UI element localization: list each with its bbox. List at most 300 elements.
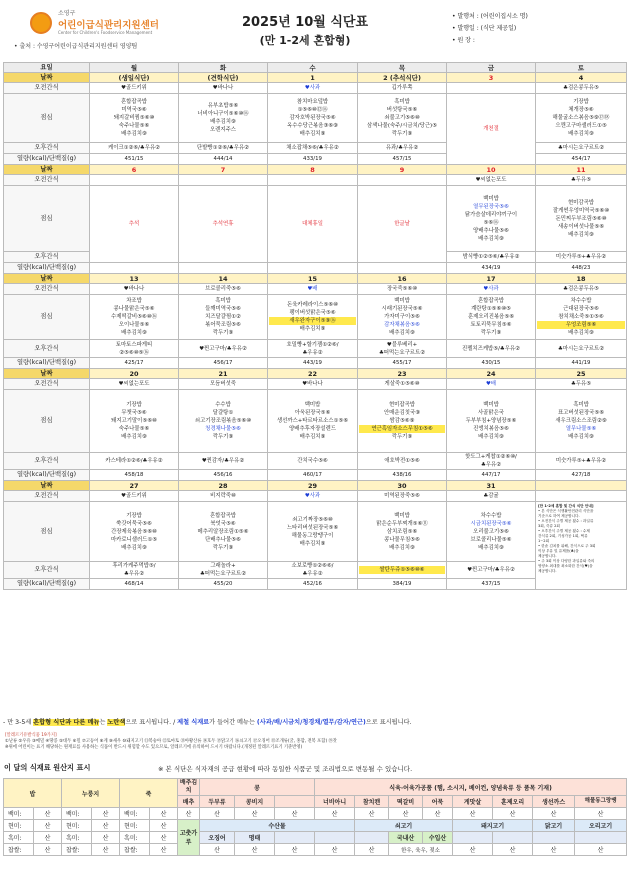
dish-item: 깍두기⑨ bbox=[391, 434, 413, 440]
dish-item: 깍두기⑨ bbox=[212, 330, 234, 336]
am-snack-cell: ♥씨없는포도 bbox=[447, 175, 536, 186]
lunch-cell bbox=[90, 390, 179, 453]
origin-grain: 백미: bbox=[62, 808, 92, 820]
dish-item: 표고버섯된장국⑤⑥ bbox=[557, 410, 605, 416]
dish-item: 돈민찌두부조림⑤⑥⑩ bbox=[555, 215, 607, 222]
am-snack-cell bbox=[90, 175, 179, 186]
date-row bbox=[4, 481, 627, 491]
date-row bbox=[4, 73, 627, 83]
date-cell: 10 bbox=[447, 165, 536, 175]
note-line: 제공합니다. bbox=[538, 554, 557, 558]
date-cell: 4 bbox=[536, 73, 627, 83]
dish-item: 기장밥 bbox=[573, 99, 589, 105]
dish-item: 청경채나물⑤⑥ bbox=[205, 426, 241, 432]
origin-val: 산 bbox=[423, 808, 453, 820]
day-header: 수 bbox=[268, 63, 358, 73]
legend-d: 노란색 bbox=[107, 719, 126, 726]
dish-item: 유부초밥⑤⑥ bbox=[207, 103, 239, 109]
pm-snack-text: 소보로빵①②⑥⑥/ bbox=[291, 563, 334, 569]
pm-snack-text: 채소잡채⑤⑥/♣우유② bbox=[286, 145, 339, 151]
row-label-pm-snack: 오후간식 bbox=[4, 143, 90, 154]
dish-item: 흑미밥 bbox=[573, 402, 589, 408]
origin-val: 산 bbox=[200, 844, 235, 856]
energy-cell: 430/15 bbox=[447, 358, 536, 369]
date-cell: 14 bbox=[179, 274, 268, 284]
lunch-cell bbox=[447, 502, 536, 562]
am-snack-cell: ♥골드키위 bbox=[90, 491, 179, 502]
day-header: 토 bbox=[536, 63, 627, 73]
dish-item: 양배추나물⑤⑥ bbox=[473, 227, 509, 234]
date-cell: 31 bbox=[447, 481, 536, 491]
note-line: 기준으로 하여 제공합니다. bbox=[538, 514, 580, 518]
origin-val: 산 bbox=[34, 832, 62, 844]
origin-grain: 흑미: bbox=[120, 832, 150, 844]
row-label-lunch: 점심 bbox=[4, 502, 90, 562]
date-cell: 7 bbox=[179, 165, 268, 175]
origin-val: 산 bbox=[575, 808, 627, 820]
origin-chicken-header: 닭고기 bbox=[533, 820, 575, 832]
lunch-cell bbox=[358, 94, 447, 143]
dish-item: 수수밥 bbox=[215, 402, 231, 408]
dish-item: 참치채소죽⑤①⑤⑥ bbox=[558, 314, 604, 320]
date-cell bbox=[536, 481, 627, 491]
pm-snack-cell bbox=[358, 143, 447, 154]
pm-snack-text: ♣떠먹는요구르트② bbox=[378, 349, 426, 356]
origin-val: 산 bbox=[275, 844, 315, 856]
date-cell: (견학식단) bbox=[179, 73, 268, 83]
dish-item: 혼합잡곡밥 bbox=[477, 298, 505, 304]
row-label-date: 날짜 bbox=[4, 369, 90, 379]
am-snack-cell: ♣두유⑤ bbox=[536, 175, 627, 186]
row-label-am-snack: 오전간식 bbox=[4, 379, 90, 390]
lunch-cell bbox=[358, 502, 447, 562]
pm-snack-cell bbox=[268, 143, 358, 154]
origin-note: ※ 본 식단은 식자재의 공급 현황에 따라 동일한 식품군 및 조리법으로 변동될 수 있습니다. bbox=[158, 765, 413, 773]
allergy-title: [알레르기유발식품 19가지] bbox=[5, 733, 57, 738]
day-header-row bbox=[4, 63, 627, 73]
lunch-cell: 한글날 bbox=[358, 186, 447, 263]
dish-item: 배추김치⑨ bbox=[299, 540, 326, 547]
am-snack-cell bbox=[179, 175, 268, 186]
origin-beef-item: 국내산 bbox=[389, 832, 423, 844]
row-label-date: 날짜 bbox=[4, 73, 90, 83]
dish-item: 배추김치⑨ bbox=[389, 544, 415, 551]
dish-item: 차조밥 bbox=[126, 298, 142, 304]
row-label-am-snack: 오전간식 bbox=[4, 175, 90, 186]
note-line: 간식류 2회, 기성가공 1회, 떡류 bbox=[538, 534, 588, 538]
origin-val: 산 bbox=[493, 808, 533, 820]
origin-item-label: 게맛살 bbox=[453, 796, 493, 808]
dish-item: ①⑤⑥⑩⑫⑯ bbox=[297, 107, 328, 113]
dish-item: 너비아니구이⑤⑥⑩⑯ bbox=[197, 111, 249, 117]
pm-snack-text: 밤식빵①②⑤⑥/♣우유② bbox=[462, 254, 520, 260]
dish-item: 돼지갈비찜⑤⑥⑩ bbox=[113, 115, 155, 121]
energy-cell: 452/16 bbox=[268, 579, 358, 590]
am-snack-cell: ♥바나나 bbox=[90, 284, 179, 295]
dish-item: 현미잡곡밥 bbox=[388, 402, 416, 408]
date-row bbox=[4, 165, 627, 175]
origin-pork-header: 돼지고기 bbox=[453, 820, 533, 832]
am-snack-cell: ♥씨없는포도 bbox=[90, 379, 179, 390]
dish-item: 돼지고기말이⑤⑥⑩ bbox=[111, 418, 157, 424]
row-label-energy: 열량(kcal)/단백질(g) bbox=[4, 154, 90, 165]
pm-snack-row bbox=[4, 453, 627, 470]
row-label-am-snack: 오전간식 bbox=[4, 491, 90, 502]
am-snack-row bbox=[4, 83, 627, 94]
date-row bbox=[4, 274, 627, 284]
allergy-note: ※위에 어린이는 표기 해당하는 원재료를 사용하는 식품이 반드시 위험할 수도 있으므로, 알레르기에 유의하여 드시기 바랍니다.(개정된 알레르기표기 기준반영) bbox=[5, 745, 303, 750]
dish-item: 차수수밥 bbox=[570, 298, 592, 304]
date-cell: 24 bbox=[447, 369, 536, 379]
dish-item: 백미밥 bbox=[483, 195, 499, 202]
origin-duck-header: 오리고기 bbox=[575, 820, 627, 832]
lunch-cell bbox=[447, 186, 536, 252]
dish-item: 체개장⑤⑥ bbox=[568, 107, 594, 113]
origin-val: 산 bbox=[92, 844, 120, 856]
dish-item: 차수수밥 bbox=[480, 512, 502, 519]
dish-item: 해물동그랑땡구이 bbox=[291, 532, 334, 539]
date-cell: 6 bbox=[90, 165, 179, 175]
dish-item: 훈제오리진볶음⑤⑥ bbox=[467, 314, 515, 320]
lunch-cell bbox=[447, 295, 536, 340]
allergy-list: ①난류 ②우유 ③메밀 ④땅콩 ⑤대두 ⑥밀 ⑦고등어 ⑧게 ⑨새우 ⑩돼지고기 ⑪복숭아 ⑫토마토 ⑬아황산류 ⑭호두 ⑮닭고기 ⑯쇠고기 ⑰오징어 ⑱조개류(굴, 홍합, 전복 포함) ⑲잣 bbox=[5, 739, 337, 744]
dish-item: 해물굴소스볶음⑤⑨⑰⑱ bbox=[552, 115, 610, 121]
am-snack-cell: ♥사과 bbox=[268, 83, 358, 94]
origin-val: 산 bbox=[575, 844, 627, 856]
lunch-cell bbox=[90, 94, 179, 143]
date-cell: 20 bbox=[90, 369, 179, 379]
dish-item: 계란탕①⑤⑥⑩⑤ bbox=[471, 306, 511, 312]
origin-val: 산 bbox=[92, 808, 120, 820]
pm-snack-cell bbox=[447, 340, 536, 358]
lunch-cell: 추석연휴 bbox=[179, 186, 268, 263]
day-header: 목 bbox=[358, 63, 447, 73]
lunch-cell bbox=[179, 390, 268, 453]
date-cell: (생일식단) bbox=[90, 73, 179, 83]
dish-item: 새우완자구이⑤⑨⑯ bbox=[269, 317, 356, 325]
pm-snack-cell bbox=[268, 562, 358, 579]
am-snack-cell: 비지락죽⑩ bbox=[179, 491, 268, 502]
pm-snack-cell bbox=[268, 340, 358, 358]
pm-snack-row bbox=[4, 562, 627, 579]
origin-title: 이 달의 식재료 원산지 표시 bbox=[4, 763, 91, 772]
day-header: 화 bbox=[179, 63, 268, 73]
dish-item: 쌈감⑤⑥⑨ bbox=[389, 418, 415, 424]
dish-item: 오렌지주스 bbox=[209, 127, 237, 133]
date-row bbox=[4, 369, 627, 379]
center-logo bbox=[30, 10, 180, 40]
lunch-row bbox=[4, 186, 627, 252]
origin-processed-header: 식육·어육가공품 (햄, 소시지, 베이컨, 양념육류 등 품목 기재) bbox=[315, 779, 627, 796]
origin-val: 산 bbox=[178, 808, 200, 820]
holiday-cell: 개천절 bbox=[447, 94, 536, 165]
dish-item: 콩나물무침⑤⑥ bbox=[384, 536, 420, 543]
row-label-lunch: 점심 bbox=[4, 94, 90, 143]
row-label-energy: 열량(kcal)/단백질(g) bbox=[4, 358, 90, 369]
note-line: 1~2회 bbox=[538, 539, 550, 543]
origin-val: 산 bbox=[200, 808, 235, 820]
row-label-am-snack: 오전간식 bbox=[4, 284, 90, 295]
dish-item: 쇠불고기⑤⑥⑩ bbox=[384, 115, 420, 121]
origin-nurungji-header: 누룽지 bbox=[62, 779, 120, 808]
origin-table bbox=[3, 778, 627, 856]
energy-cell: 438/16 bbox=[358, 470, 447, 481]
note-line: 3회, 죽류 2회 bbox=[538, 524, 560, 528]
dish-item: 느타리버섯된장국⑤⑥ bbox=[286, 524, 339, 531]
note-line: • 주 3회 이상 다양한 과일류와 죽의 bbox=[538, 559, 595, 563]
lunch-cell bbox=[90, 295, 179, 340]
lunch-cell bbox=[90, 502, 179, 562]
dish-item: 맑은순두부찌개⑤⑥⑪ bbox=[376, 520, 428, 527]
dish-item: 새송이버섯나물⑤⑥ bbox=[557, 223, 605, 230]
pm-snack-text: 핫도그+케찹①②⑥⑩/ bbox=[465, 454, 517, 460]
date-cell: 27 bbox=[90, 481, 179, 491]
pm-snack-cell bbox=[179, 340, 268, 358]
row-label-lunch: 점심 bbox=[4, 390, 90, 453]
dish-item: 으깬고구마샐러드①⑤ bbox=[555, 123, 607, 129]
am-snack-cell bbox=[536, 491, 627, 502]
dish-item: 근대된장국⑤⑥ bbox=[563, 306, 599, 312]
pm-snack-cell bbox=[179, 143, 268, 154]
dish-item: 북엇국⑤⑥ bbox=[210, 520, 236, 527]
lunch-cell bbox=[536, 390, 627, 453]
origin-duck-blank bbox=[575, 832, 627, 844]
am-snack-row bbox=[4, 491, 627, 502]
dish-item: 쇠고기짜장⑤⑥⑩ bbox=[292, 516, 333, 523]
origin-grain: 백미: bbox=[120, 808, 150, 820]
pm-snack-cell bbox=[536, 143, 627, 154]
date-cell: 23 bbox=[358, 369, 447, 379]
energy-cell: 425/17 bbox=[90, 358, 179, 369]
origin-beef-blank bbox=[355, 832, 389, 844]
dish-item: 배추김치⑨ bbox=[478, 235, 504, 242]
am-snack-cell: ♥배 bbox=[447, 379, 536, 390]
date-cell: 28 bbox=[179, 481, 268, 491]
dish-item: 배추김치⑨ bbox=[568, 434, 594, 440]
origin-soy-label: 콩비지 bbox=[235, 796, 275, 808]
lunch-cell bbox=[358, 295, 447, 340]
legend-c: 는 bbox=[99, 719, 108, 726]
dish-item: 배추김치⑨ bbox=[299, 131, 326, 137]
note-cell bbox=[536, 502, 627, 590]
pm-snack-text: 미숫가루⑤+♣우유② bbox=[555, 458, 607, 464]
dish-item: 브로콜리나물⑤⑥ bbox=[470, 536, 512, 543]
note-line: • 한솥 김치를 위해, 간식으로 주 3회 bbox=[538, 544, 596, 548]
am-snack-cell: ♣감귤 bbox=[447, 491, 536, 502]
lunch-cell: 추석 bbox=[90, 186, 179, 263]
publisher-meta bbox=[452, 11, 528, 47]
pm-snack-text: 토마토스파게티 bbox=[115, 341, 153, 348]
origin-beef-tail: 한우, 육우, 젖소 bbox=[389, 844, 453, 856]
lunch-cell: 대체휴일 bbox=[268, 186, 358, 263]
origin-val: 산 bbox=[533, 808, 575, 820]
dish-item: 배추김치⑨ bbox=[478, 544, 504, 551]
energy-cell: 456/17 bbox=[179, 358, 268, 369]
page-title: 2025년 10월 식단표 bbox=[241, 15, 369, 30]
dish-item: 현미감곡밥 bbox=[567, 199, 595, 206]
dish-item: 배추김치⑨ bbox=[121, 544, 147, 551]
energy-cell: 443/19 bbox=[268, 358, 358, 369]
pm-snack-cell bbox=[358, 340, 447, 358]
dish-item: 깍두기⑨ bbox=[480, 330, 502, 336]
row-label-pm-snack: 오후간식 bbox=[4, 562, 90, 579]
pm-snack-cell bbox=[90, 562, 179, 579]
origin-grain: 흑미: bbox=[4, 832, 34, 844]
header bbox=[0, 0, 629, 60]
pm-snack-cell bbox=[90, 340, 179, 358]
dish-item: 옥수수당근볶음③⑥⑨ bbox=[287, 123, 338, 129]
legend-b: 혼합형 식단과 다른 메뉴 bbox=[33, 719, 100, 726]
pm-snack-cell bbox=[447, 562, 536, 579]
am-snack-cell: ♣검은콩두유⑤ bbox=[536, 284, 627, 295]
dish-item: 양배추후자장설렌드 bbox=[289, 426, 336, 432]
date-cell: 9 bbox=[358, 165, 447, 175]
origin-tofu-label: 두부류 bbox=[200, 796, 235, 808]
energy-cell: 468/14 bbox=[90, 579, 179, 590]
dish-item: 콩나물맑은국⑤⑥ bbox=[113, 306, 155, 312]
energy-cell: 458/18 bbox=[90, 470, 179, 481]
dish-item: 진앵치볶음⑤⑥ bbox=[473, 426, 509, 432]
origin-seafood-header: 수산물 bbox=[200, 820, 355, 832]
dish-item: 단배추나물⑤⑥ bbox=[205, 536, 241, 543]
dish-item: 배추김치⑨ bbox=[478, 434, 504, 440]
energy-cell: 447/17 bbox=[447, 470, 536, 481]
energy-cell: 434/19 bbox=[447, 263, 536, 274]
pm-snack-text: ♣마시는요구르트② bbox=[557, 345, 605, 352]
origin-sea-blank bbox=[315, 832, 355, 844]
origin-sea-item: 오징어 bbox=[200, 832, 235, 844]
dish-item: 달걀탕① bbox=[212, 410, 234, 416]
dish-item: 배추김치⑨ bbox=[121, 330, 147, 336]
legend-h: (사과/배/시금치/청경채/열무/감자/연근) bbox=[256, 719, 366, 726]
origin-porridge-header: 죽 bbox=[120, 779, 178, 808]
pm-snack-cell bbox=[447, 453, 536, 470]
origin-item-label: 참치캔 bbox=[355, 796, 389, 808]
day-header: 금 bbox=[447, 63, 536, 73]
lunch-cell bbox=[536, 186, 627, 252]
dish-item: 시금치된장국⑤⑥ bbox=[470, 520, 512, 527]
dish-item: 깍두기⑨ bbox=[391, 131, 413, 137]
lunch-row bbox=[4, 502, 627, 562]
dish-item: 기장밥 bbox=[126, 402, 142, 408]
pm-snack-text: ♥블루베리+ bbox=[386, 341, 418, 348]
lunch-row bbox=[4, 94, 627, 143]
energy-row bbox=[4, 470, 627, 481]
lunch-cell bbox=[268, 390, 358, 453]
dish-item: 배추김치⑨ bbox=[121, 131, 147, 137]
am-snack-row bbox=[4, 284, 627, 295]
origin-val: 산 bbox=[493, 844, 533, 856]
dish-item: 돈육카레라이스⑤⑥⑩ bbox=[287, 302, 338, 308]
lunch-cell bbox=[358, 390, 447, 453]
dish-item: 배추김치⑨ bbox=[389, 330, 415, 336]
lunch-row bbox=[4, 295, 627, 340]
dish-item: 배추김치⑨ bbox=[299, 326, 326, 332]
legend-f: 제철 식재료 bbox=[177, 719, 210, 726]
am-snack-cell bbox=[358, 175, 447, 186]
origin-val: 산 bbox=[453, 844, 493, 856]
allergy-info bbox=[5, 733, 625, 751]
lunch-cell bbox=[268, 295, 358, 340]
lunch-cell bbox=[268, 502, 358, 562]
origin-val: 산 bbox=[150, 832, 178, 844]
dish-item: 메추리알장조림①⑤⑥ bbox=[197, 528, 249, 535]
energy-cell: 451/15 bbox=[90, 154, 179, 165]
row-label-lunch: 점심 bbox=[4, 295, 90, 340]
energy-cell: 427/18 bbox=[536, 470, 627, 481]
dish-item: 참치마요덮밥 bbox=[296, 99, 329, 105]
energy-cell: 437/15 bbox=[447, 579, 536, 590]
dish-item: 백미밥 bbox=[394, 298, 410, 304]
dish-item: 삼치조림⑤⑥ bbox=[386, 528, 418, 535]
am-snack-cell: 브로콜리죽⑤⑥ bbox=[179, 284, 268, 295]
row-label-lunch: 점심 bbox=[4, 186, 90, 252]
energy-cell: 384/19 bbox=[358, 579, 447, 590]
am-snack-cell: 미역된장죽⑤⑥ bbox=[358, 491, 447, 502]
dish-item: 감자호박된장국⑤⑥ bbox=[289, 115, 336, 121]
note-line: • 오전간식 주별 제공 횟수 : 과일류 bbox=[538, 519, 594, 523]
dish-item: 쇠고기장조림볶음⑤⑥⑩ bbox=[194, 418, 252, 424]
energy-cell bbox=[90, 263, 179, 274]
dish-item: ⑤⑥⑯ bbox=[483, 219, 499, 226]
dish-item: 백미밥 bbox=[483, 402, 499, 408]
origin-chicken-blank bbox=[533, 832, 575, 844]
origin-sea-blank bbox=[275, 832, 315, 844]
dish-item: 미역국⑤⑥ bbox=[121, 107, 147, 113]
origin-val: 산 bbox=[275, 808, 315, 820]
logo-org-english: Center for Children's Foodservice Management bbox=[58, 30, 153, 35]
lunch-cell bbox=[447, 390, 536, 453]
date-cell: 15 bbox=[268, 274, 358, 284]
origin-val: 산 bbox=[235, 844, 275, 856]
lunch-cell bbox=[268, 94, 358, 143]
date-cell: 16 bbox=[358, 274, 447, 284]
energy-cell bbox=[268, 263, 358, 274]
energy-cell bbox=[358, 263, 447, 274]
date-cell: 3 bbox=[447, 73, 536, 83]
row-label-date: 날짜 bbox=[4, 274, 90, 284]
origin-grain: 현미: bbox=[120, 820, 150, 832]
lunch-cell bbox=[179, 502, 268, 562]
row-label-energy: 열량(kcal)/단백질(g) bbox=[4, 470, 90, 481]
dish-item: 연근흑임자소스무침①⑤⑥ bbox=[359, 425, 445, 433]
dish-item: 팽이버섯맑은국⑤⑥ bbox=[289, 310, 336, 316]
origin-val: 산 bbox=[34, 844, 62, 856]
row-label-date: 날짜 bbox=[4, 481, 90, 491]
day-header: 월 bbox=[90, 63, 179, 73]
origin-rice-header: 밥 bbox=[4, 779, 62, 808]
pm-snack-text: ♣우유② bbox=[123, 571, 145, 577]
date-cell: 18 bbox=[536, 274, 627, 284]
dish-item: 버섯탕국⑤⑥ bbox=[386, 107, 418, 113]
pm-snack-cell bbox=[90, 453, 179, 470]
dish-item: 아욱된장국⑤⑥ bbox=[294, 410, 331, 416]
am-snack-cell: 게살죽①⑤⑥⑩ bbox=[358, 379, 447, 390]
energy-cell: 448/23 bbox=[536, 263, 627, 274]
pm-snack-text: 쌀탄두쥬①⑤⑥⑩⑥ bbox=[359, 566, 445, 574]
meta-date: • 발행일 : (식단 제공일) bbox=[452, 25, 517, 32]
date-cell: 17 bbox=[447, 274, 536, 284]
pm-snack-text: 호밀빵+할기잼①②⑥/ bbox=[286, 341, 339, 348]
dish-item: 기장밥 bbox=[126, 512, 142, 519]
am-snack-cell: ♥사과 bbox=[447, 284, 536, 295]
row-label-pm-snack: 오후간식 bbox=[4, 453, 90, 470]
origin-item-label: 해물동그랑땡 bbox=[575, 796, 627, 808]
origin-val: 산 bbox=[355, 844, 389, 856]
dish-item: 안매운김칫국⑨ bbox=[383, 410, 421, 416]
logo-org-name: 어린이급식관리지원센터 bbox=[58, 20, 159, 31]
dish-item: 치즈달걀찜①② bbox=[205, 314, 241, 320]
